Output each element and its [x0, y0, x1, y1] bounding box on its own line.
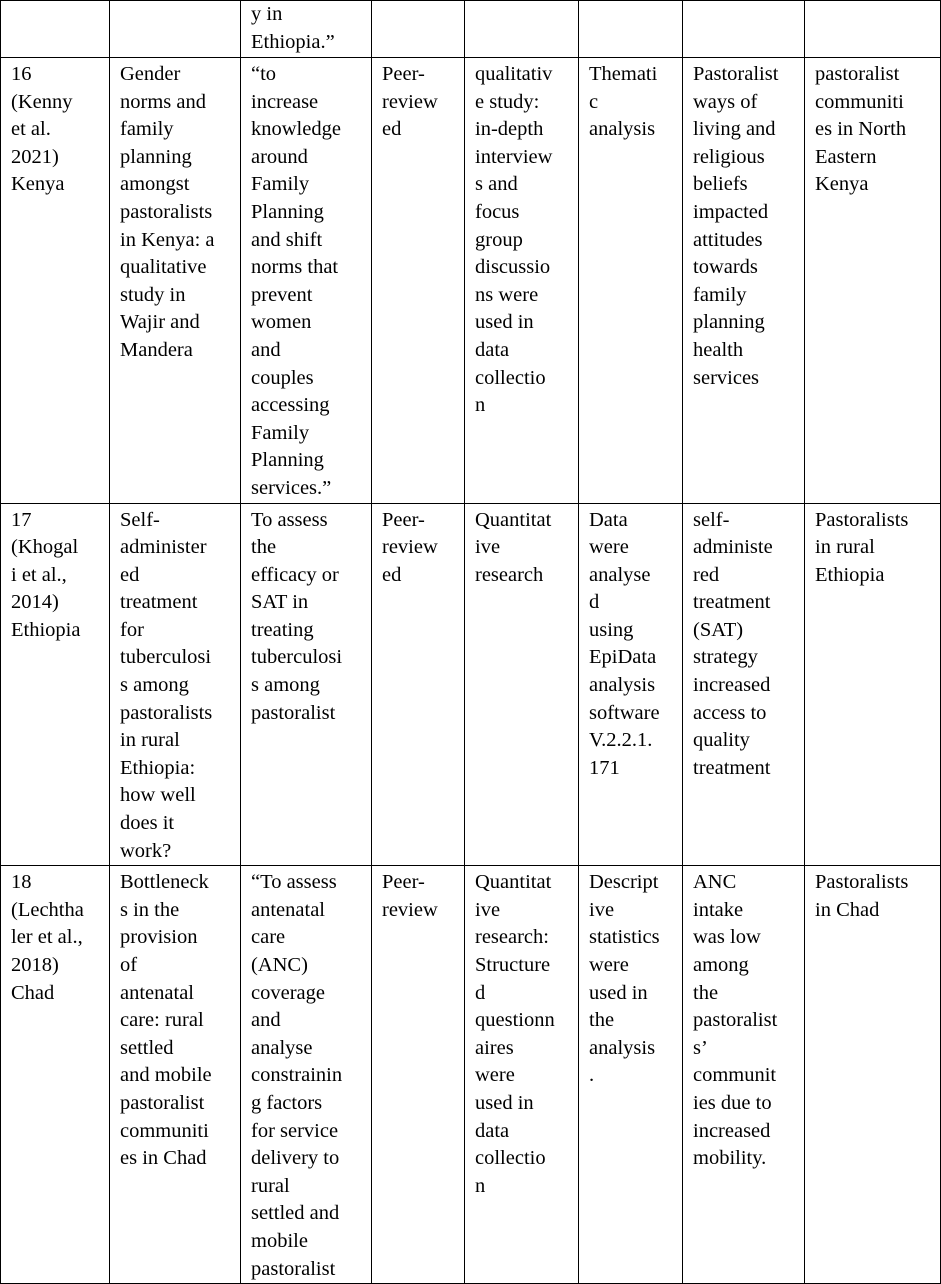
cell-title: Self- administer ed treatment for tuberculosi s among pastoralists in rural Ethiopia: how well does it work?: [110, 503, 241, 866]
cell-analysis: Data were analyse d using EpiData analysis software V.2.2.1. 171: [579, 503, 683, 866]
cell-analysis: Themati c analysis: [579, 58, 683, 504]
cell-source-type: Peer- review ed: [372, 58, 465, 504]
cell-study: 16 (Kenny et al. 2021) Kenya: [1, 58, 110, 504]
cell-title: Gender norms and family planning amongst pastoralists in Kenya: a qualitative study in Wajir and Mandera: [110, 58, 241, 504]
cell-population: pastoralist communiti es in North Eastern Kenya: [805, 58, 941, 504]
cell-aim: To assess the efficacy or SAT in treating tuberculosi s among pastoralist: [241, 503, 372, 866]
cell-study: 18 (Lechtha ler et al., 2018) Chad: [1, 866, 110, 1284]
cell-findings: [683, 1, 805, 58]
cell-analysis: [579, 1, 683, 58]
table-row-16: [1, 58, 941, 504]
cell-title: Bottleneck s in the provision of antenatal care: rural settled and mobile pastoralist communiti es in Chad: [110, 866, 241, 1284]
cell-source-type: [372, 1, 465, 58]
cell-population: Pastoralists in Chad: [805, 866, 941, 1284]
cell-title: [110, 1, 241, 58]
cell-source-type: Peer- review ed: [372, 503, 465, 866]
cell-analysis: Descript ive statistics were used in the analysis .: [579, 866, 683, 1284]
cell-study: [1, 1, 110, 58]
table-row-18: [1, 866, 941, 1284]
cell-findings: self- administe red treatment (SAT) strategy increased access to quality treatment: [683, 503, 805, 866]
cell-population: [805, 1, 941, 58]
cell-aim: “To assess antenatal care (ANC) coverage and analyse constrainin g factors for service delivery to rural settled and mobile pastoralist: [241, 866, 372, 1284]
cell-design: [465, 1, 579, 58]
cell-population: Pastoralists in rural Ethiopia: [805, 503, 941, 866]
cell-findings: ANC intake was low among the pastoralist s’ communit ies due to increased mobility.: [683, 866, 805, 1284]
table-row-17: [1, 503, 941, 866]
cell-design: qualitativ e study: in-depth interview s and focus group discussio ns were used in data collectio n: [465, 58, 579, 504]
table-row-continued: [1, 1, 941, 58]
cell-source-type: Peer- review: [372, 866, 465, 1284]
cell-aim: “to increase knowledge around Family Planning and shift norms that prevent women and couples accessing Family Planning services.”: [241, 58, 372, 504]
cell-design: Quantitat ive research: [465, 503, 579, 866]
cell-study: 17 (Khogal i et al., 2014) Ethiopia: [1, 503, 110, 866]
cell-findings: Pastoralist ways of living and religious beliefs impacted attitudes towards family planning health services: [683, 58, 805, 504]
cell-design: Quantitat ive research: Structure d questionn aires were used in data collectio n: [465, 866, 579, 1284]
cell-aim: y in Ethiopia.”: [241, 1, 372, 58]
